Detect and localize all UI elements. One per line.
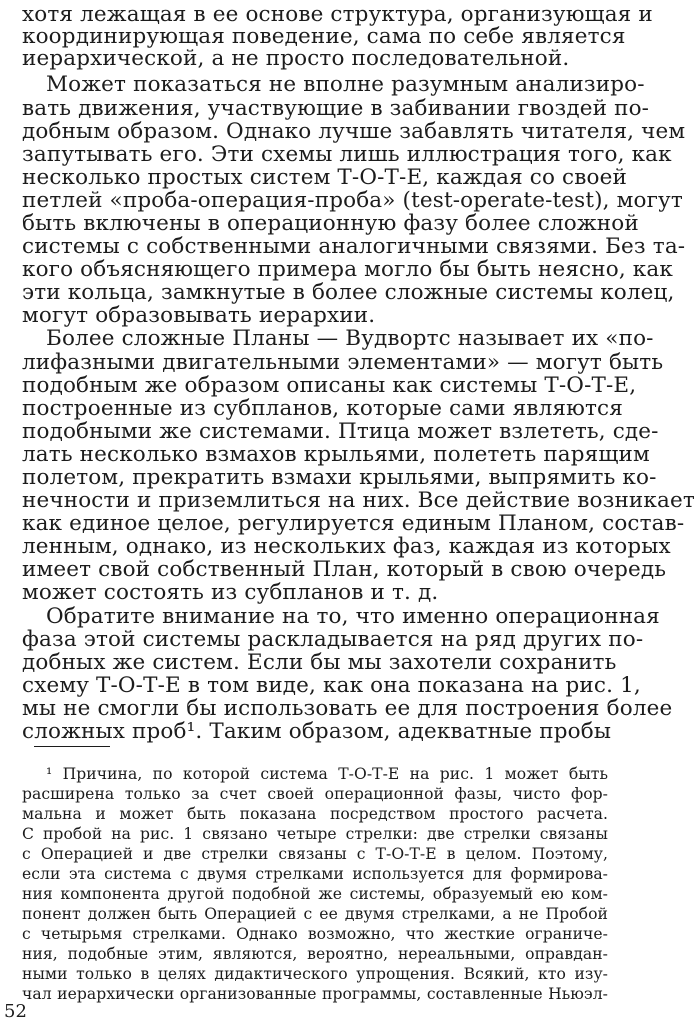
text-line: петлей «проба-операция-проба» (test-operate-test), могут <box>22 188 683 213</box>
footnote-line: ¹ Причина, по которой система Т-О-Т-Е на рис. 1 может быть <box>46 765 608 783</box>
text-line: ленным, однако, из нескольких фаз, каждая из которых <box>22 534 671 559</box>
text-line: добных же систем. Если бы мы захотели сохранить <box>22 650 617 675</box>
text-line: несколько простых систем Т-О-Т-Е, каждая со своей <box>22 165 627 190</box>
paragraph-start-line: Более сложные Планы — Вудвортс называет их «по- <box>46 326 654 351</box>
text-line: запутывать его. Эти схемы лишь иллюстрация того, как <box>22 142 672 167</box>
text-line: могут образовывать иерархии. <box>22 303 376 328</box>
text-line: подобными же системами. Птица может взлететь, сде- <box>22 419 659 444</box>
footnote-line: с Операцией и две стрелки связаны с Т-О-Т-Е в целом. Поэтому, <box>22 845 608 863</box>
footnote-line: если эта система с двумя стрелками используется для формирова- <box>22 865 608 883</box>
text-line: хотя лежащая в ее основе структура, организующая и <box>22 2 653 27</box>
footnote-line: с четырьмя стрелками. Однако возможно, что жесткие ограниче- <box>22 925 608 943</box>
text-line: лать несколько взмахов крыльями, полететь парящим <box>22 442 650 467</box>
text-line: подобным же образом описаны как системы Т-О-Т-Е, <box>22 373 637 398</box>
text-line: иерархической, а не просто последовательной. <box>22 46 570 71</box>
text-line: лифазными двигательными элементами» — могут быть <box>22 350 664 375</box>
text-line: мы не смогли бы использовать ее для построения более <box>22 696 673 721</box>
text-line: построенные из субпланов, которые сами являются <box>22 396 623 421</box>
text-line: эти кольца, замкнутые в более сложные системы колец, <box>22 280 675 305</box>
text-line: сложных проб¹. Таким образом, адекватные пробы <box>22 719 612 744</box>
text-line: как единое целое, регулируется единым Планом, состав- <box>22 511 685 536</box>
footnote-line: расширена только за счет своей операционной фазы, чисто фор- <box>22 785 608 803</box>
footnote-line: понент должен быть Операцией с ее двумя стрелками, а не Пробой <box>22 905 608 923</box>
footnote-line: С пробой на рис. 1 связано четыре стрелки: две стрелки связаны <box>22 825 608 843</box>
footnote-line: чал иерархически организованные программы, составленные Ньюэл- <box>22 985 608 1003</box>
paragraph-start-line: Может показаться не вполне разумным анализиро- <box>46 72 645 97</box>
text-line: фаза этой системы раскладывается на ряд других по- <box>22 627 644 652</box>
footnote-line: мальна и может быть показана посредством простого расчета. <box>22 805 608 823</box>
text-line: нечности и приземлиться на них. Все действие возникает <box>22 488 695 513</box>
text-line: системы с собственными аналогичными связями. Без та- <box>22 234 686 259</box>
text-line: быть включены в операционную фазу более сложной <box>22 211 639 236</box>
text-line: имеет свой собственный План, который в свою очередь <box>22 557 667 582</box>
text-line: может состоять из субпланов и т. д. <box>22 580 439 605</box>
paragraph-start-line: Обратите внимание на то, что именно операционная <box>46 604 660 629</box>
text-line: координирующая поведение, сама по себе является <box>22 24 626 49</box>
text-line: вать движения, участвующие в забивании гвоздей по- <box>22 96 650 121</box>
text-line: полетом, прекратить взмахи крыльями, выпрямить ко- <box>22 465 657 490</box>
text-line: схему Т-О-Т-Е в том виде, как она показана на рис. 1, <box>22 673 641 698</box>
footnote-line: ния, подобные этим, являются, вероятно, нереальными, оправдан- <box>22 945 608 963</box>
text-line: кого объясняющего примера могло бы быть неясно, как <box>22 257 673 282</box>
text-line: добным образом. Однако лучше забавлять читателя, чем <box>22 119 686 144</box>
footnote-line: ными только в целях дидактического упрощения. Всякий, кто изу- <box>22 965 608 983</box>
footnote-line: ния компонента другой подобной же системы, образуемый ею ком- <box>22 885 608 903</box>
footnote-separator <box>34 746 110 747</box>
page-number: 52 <box>4 1001 27 1022</box>
